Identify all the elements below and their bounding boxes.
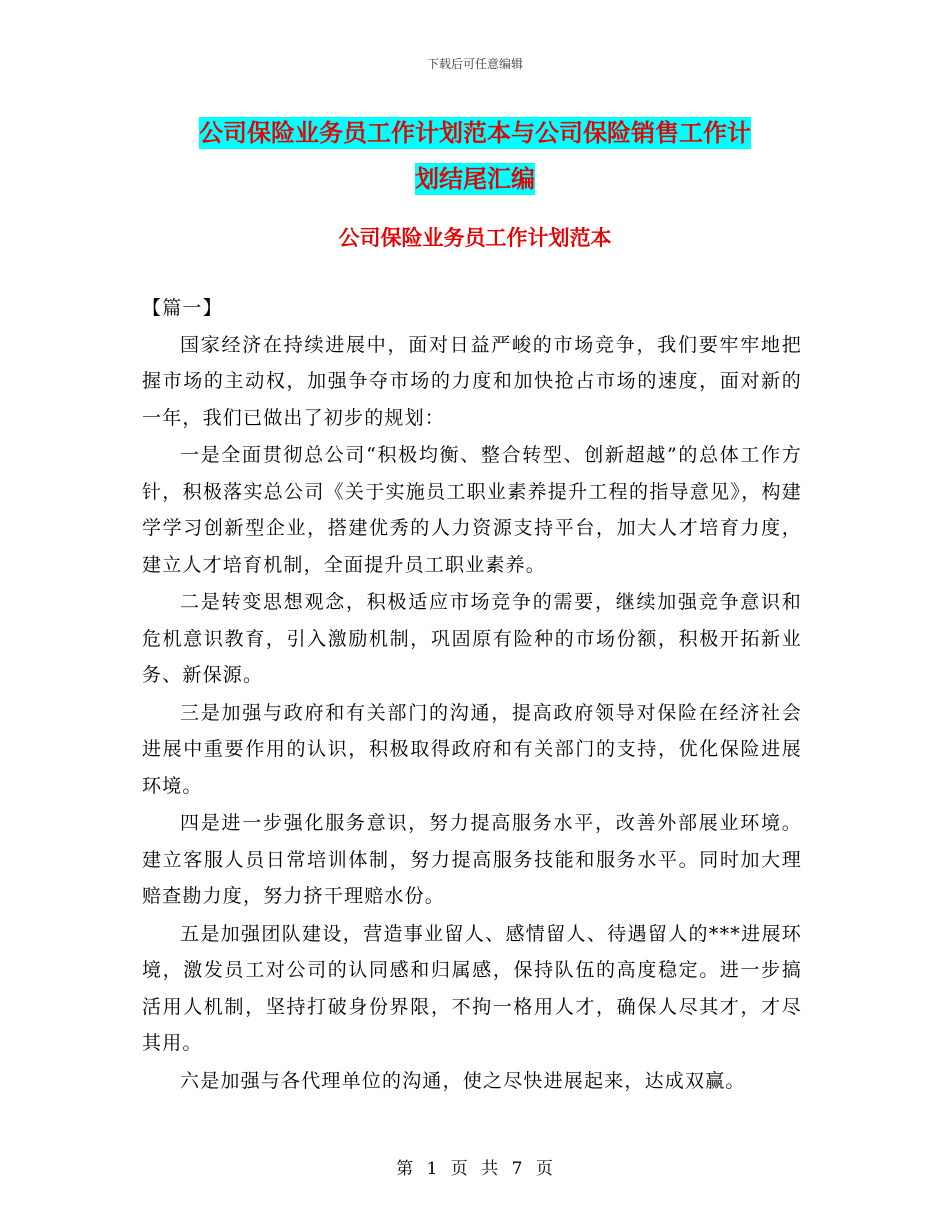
document-title-line-1: 公司保险业务员工作计划范本与公司保险销售工作计: [199, 119, 751, 147]
paragraph: 四是进一步强化服务意识，努力提高服务水平，改善外部展业环境。建立客服人员日常培训体制，努力提高服务技能和服务水平。同时加大理赔查勘力度，努力挤干理赔水份。: [142, 812, 802, 907]
paragraph: 二是转变思想观念，积极适应市场竞争的需要，继续加强竞争意识和危机意识教育，引入激励机制，巩固原有险种的市场份额，积极开拓新业务、新保源。: [142, 591, 802, 686]
paragraph: 六是加强与各代理单位的沟通，使之尽快进展起来，达成双赢。: [180, 1069, 746, 1092]
paragraph: 国家经济在持续进展中，面对日益严峻的市场竞争，我们要牢牢地把握市场的主动权，加强争夺市场的力度和加快抢占市场的速度，面对新的一年，我们已做出了初步的规划：: [142, 333, 802, 429]
document-title: [120, 110, 830, 202]
part-label: 【篇一】: [142, 297, 223, 319]
document-body: [142, 290, 802, 1099]
section-title: 公司保险业务员工作计划范本: [338, 226, 612, 250]
page-header-note: 下载后可任意编辑: [426, 57, 523, 71]
page-number-footer: 第 1 页 共 7 页: [396, 1159, 554, 1179]
document-title-line-2: 划结尾汇编: [415, 165, 535, 193]
paragraph: 三是加强与政府和有关部门的沟通，提高政府领导对保险在经济社会进展中重要作用的认识，积极取得政府和有关部门的支持，优化保险进展环境。: [142, 701, 802, 797]
paragraph: 五是加强团队建设，营造事业留人、感情留人、待遇留人的***进展环境，激发员工对公司的认同感和归属感，保持队伍的高度稳定。进一步搞活用人机制，坚持打破身份界限，不拘一格用人才，确保人尽其才，才尽其用。: [142, 922, 802, 1054]
paragraph: 一是全面贯彻总公司“积极均衡、整合转型、创新超越”的总体工作方针，积极落实总公司《关于实施员工职业素养提升工程的指导意见》，构建学学习创新型企业，搭建优秀的人力资源支持平台，加大人才培育力度，建立人才培育机制，全面提升员工职业素养。: [142, 444, 802, 576]
